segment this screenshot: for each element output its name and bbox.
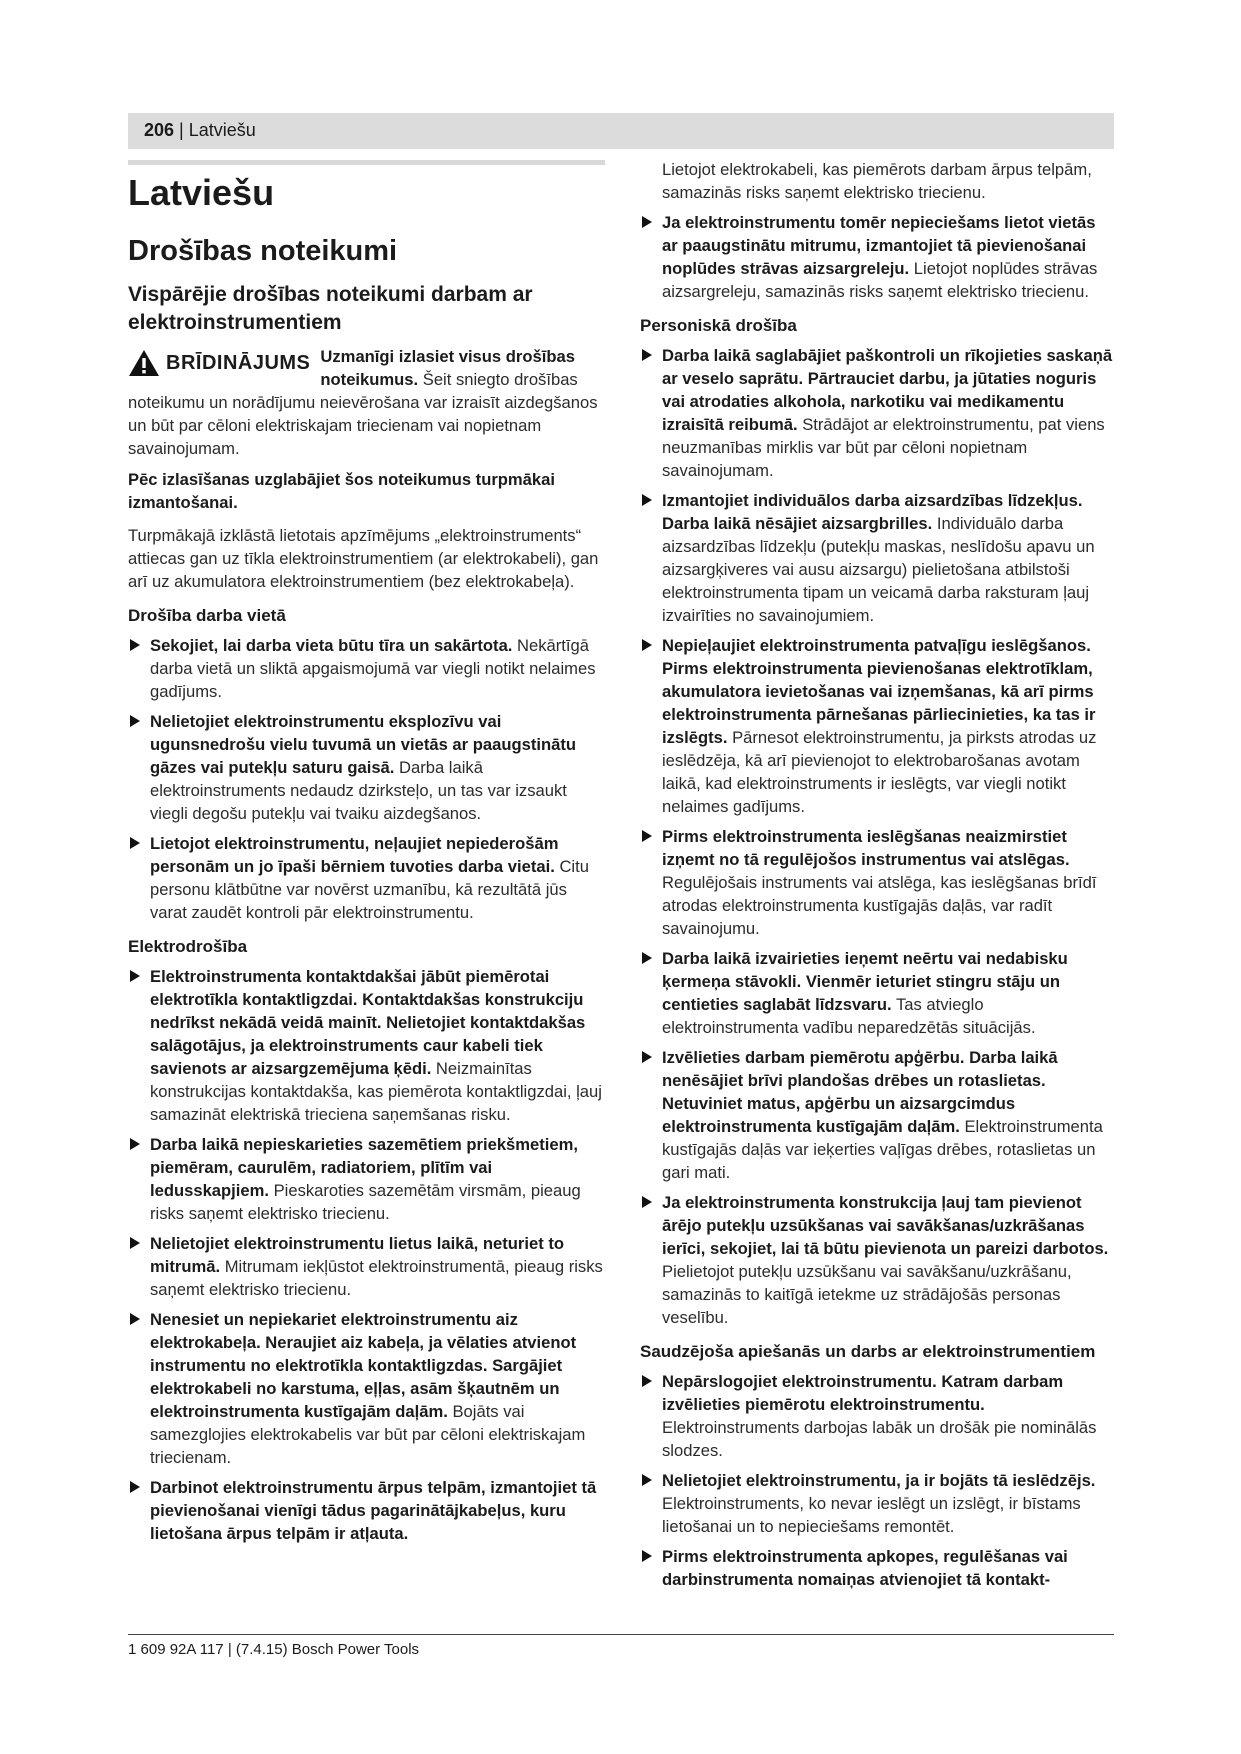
item-bold: Nelietojiet elektroinstrumentu eksplozīvu vai ugunsnedrošu vielu tuvumā un vietās ar paaugstinātu gāzes vai putekļu saturu gaisā. [150,712,576,777]
warning-badge [128,349,310,377]
bullet-arrow-icon [642,639,652,651]
list-item [640,1545,1113,1591]
right-column [640,158,1113,1598]
item-bold: Nelietojiet elektroinstrumentu, ja ir bojāts tā ieslēdzējs. [662,1471,1096,1490]
bullet-arrow-icon [642,1196,652,1208]
item-text: Darba laikā elektroinstruments nedaudz dzirksteļo, un tas var izsaukt viegli degošu putekļu vai tvaiku aizdegšanos. [150,758,567,823]
item-text: Elektroinstruments darbojas labāk un drošāk pie nominālās slodzes. [662,1418,1097,1460]
warning-triangle-icon [128,349,160,377]
bullet-arrow-icon [130,1237,140,1249]
item-text: Pielietojot putekļu uzsūkšanu vai savākšanu/uzkrāšanu, samazinās to kaitīgā ietekme uz strādājošās personas veselību. [662,1262,1072,1327]
item-text: Regulējošais instruments vai atslēga, kas ieslēgšanas brīdī atrodas elektroinstrumenta kustīgajās daļās, var radīt savainojumu. [662,873,1097,938]
personal-list [640,344,1113,1329]
keep-note: Pēc izlasīšanas uzglabājiet šos noteikumus turpmākai izmantošanai. [128,470,555,512]
item-bold: Nepieļaujiet elektroinstrumenta patvaļīgu ieslēgšanos. Pirms elektroinstrumenta pievienošanas elektrotīklam, akumulatora ievietošanas vai izņemšanas, kā arī pirms elektroinstrumenta pārnešanas pārliecinieties, ka tas ir izslēgts. [662,636,1096,747]
bullet-arrow-icon [642,494,652,506]
item-bold: Pirms elektroinstrumenta ieslēgšanas neaizmirstiet izņemt no tā regulējošos instrumentus vai atslēgas. [662,827,1070,869]
bullet-arrow-icon [642,1474,652,1486]
warning-label: BRĪDINĀJUMS [166,351,311,374]
item-text: Elektroinstruments, ko nevar ieslēgt un izslēgt, ir bīstams lietošanai un to nepieciešams remontēt. [662,1494,1081,1536]
page-header [128,113,1114,149]
list-item [640,211,1113,303]
item-text: Individuālo darba aizsardzības līdzekļu (putekļu maskas, neslīdošu apavu un aizsargķiveres vai ausu aizsargu) pielietošana atbilstoši elektroinstrumenta tipam un veicamā darba raksturam ļauj izvairīties no savainojumiem. [662,514,1095,625]
list-item [128,1133,605,1225]
use-heading: Saudzējoša apiešanās un darbs ar elektroinstrumentiem [640,1342,1096,1361]
continuation-text: Lietojot elektrokabeli, kas piemērots darbam ārpus telpām, samazinās risks saņemt elektrisko triecienu. [662,160,1092,202]
bullet-arrow-icon [642,1550,652,1562]
item-bold: Sekojiet, lai darba vieta būtu tīra un sakārtota. [150,636,513,655]
page-footer: 1 609 92A 117 | (7.4.15) Bosch Power Tools [128,1641,420,1658]
item-bold: Pirms elektroinstrumenta apkopes, regulēšanas vai darbinstrumenta nomaiņas atvienojiet tā kontakt- [662,1547,1068,1589]
list-item [128,710,605,825]
item-bold: Nelietojiet elektroinstrumentu lietus laikā, neturiet to mitrumā. [150,1234,565,1276]
item-bold: Darba laikā izvairieties ieņemt neērtu vai nedabisku ķermeņa stāvokli. Vienmēr ieturiet stingru stāju un centieties saglabāt līdzsvaru. [662,949,1068,1014]
bullet-arrow-icon [642,349,652,361]
item-bold: Nepārslogojiet elektroinstrumentu. Katram darbam izvēlieties piemērotu elektroinstrumentu. [662,1372,1064,1414]
personal-heading: Personiskā drošība [640,316,797,335]
list-item [640,489,1113,627]
list-item [640,1046,1113,1184]
work-area-list [128,634,605,924]
item-bold: Elektroinstrumenta kontaktdakšai jābūt piemērotai elektrotīkla kontaktligzdai. Kontaktdakšas konstrukciju nedrīkst nekādā veidā mainīt. Nelietojiet kontaktdakšas salāgotājus, ja elektroinstruments caur kabeli tiek savienots ar aizsargzemējuma ķēdi. [150,967,586,1078]
bullet-arrow-icon [642,1051,652,1063]
item-text: Strādājot ar elektroinstrumentu, pat viens neuzmanības mirklis var būt par cēloni nopietnam savainojumam. [662,415,1105,480]
bullet-arrow-icon [642,830,652,842]
header-section: Latviešu [188,120,256,140]
bullet-arrow-icon [130,639,140,651]
bullet-arrow-icon [642,1375,652,1387]
list-item [640,634,1113,818]
title-rule [128,160,605,165]
item-bold: Nenesiet un nepiekariet elektroinstrumentu aiz elektrokabeļa. Neraujiet aiz kabeļa, ja vēlaties atvienot instrumentu no elektrotīkla kontaktligzdas. Sargājiet elektrokabeli no karstuma, eļļas, asām šķautnēm un elektroinstrumenta kustīgajām daļām. [150,1310,577,1421]
header-text [144,120,256,141]
term-note: Turpmākajā izklāstā lietotais apzīmējums „elektroinstruments“ attiecas gan uz tīkla elektroinstrumentiem (ar elektrokabeli), gan arī uz akumulatora elektroinstrumentiem (bez elektrokabeļa). [128,526,599,591]
section-heading: Vispārējie drošības noteikumi darbam ar elektroinstrumentiem [128,283,533,334]
item-bold: Darba laikā nepieskarieties sazemētiem priekšmetiem, piemēram, caurulēm, radiatoriem, plītīm vai ledusskapjiem. [150,1135,578,1200]
bullet-arrow-icon [130,970,140,982]
chapter-title: Drošības noteikumi [128,235,398,267]
list-item [640,1191,1113,1329]
list-item [128,965,605,1126]
warning-body: Šeit sniegto drošības noteikumu un norādījumu neievērošana var izraisīt aizdegšanos un būt par cēloni elektriskajam triecienam vai nopietnam savainojumam. [128,370,598,458]
item-text: Pieskaroties sazemētām virsmām, pieaug risks saņemt elektrisko triecienu. [150,1181,581,1223]
list-item [640,947,1113,1039]
left-column [128,160,605,1552]
list-item [128,832,605,924]
item-text: Mitrumam iekļūstot elektroinstrumentā, pieaug risks saņemt elektrisko triecienu. [150,1257,603,1299]
item-text: Tas atvieglo elektroinstrumenta vadību neparedzētās situācijās. [662,995,1036,1037]
work-area-heading: Drošība darba vietā [128,606,286,625]
item-bold: Lietojot elektroinstrumentu, neļaujiet nepiederošām personām un jo īpaši bērniem tuvoties darba vietai. [150,834,559,876]
item-bold: Izmantojiet individuālos darba aizsardzības līdzekļus. Darba laikā nēsājiet aizsargbrilles. [662,491,1083,533]
bullet-arrow-icon [130,1138,140,1150]
warning-block [128,345,605,460]
page-title: Latviešu [128,172,275,213]
bullet-arrow-icon [130,837,140,849]
list-item [128,634,605,703]
list-item [128,1232,605,1301]
list-item [640,1370,1113,1462]
bullet-arrow-icon [642,952,652,964]
list-item [640,344,1113,482]
bullet-arrow-icon [130,1481,140,1493]
header-separator: | [174,120,189,140]
electrical-heading: Elektrodrošība [128,937,248,956]
item-text: Neizmainītas konstrukcijas kontaktdakša, kas piemērota kontaktligzdai, ļauj samazināt elektriskā trieciena saņemšanas risku. [150,1059,602,1124]
list-item [640,825,1113,940]
item-bold: Ja elektroinstrumentu tomēr nepieciešams lietot vietās ar paaugstinātu mitrumu, izmantojiet tā pievienošanai noplūdes strāvas aizsargreleju. [662,213,1096,278]
list-item [128,1476,605,1545]
item-bold: Ja elektroinstrumenta konstrukcija ļauj tam pievienot ārējo putekļu uzsūkšanas vai savākšanas/uzkrāšanas ierīci, sekojiet, lai tā būtu pievienota un pareizi darbotos. [662,1193,1109,1258]
footer-rule [128,1634,1114,1635]
item-bold: Darba laikā saglabājiet paškontroli un rīkojieties saskaņā ar veselo saprātu. Pārtrauciet darbu, ja jūtaties noguris vai atrodaties alkohola, narkotiku vai medikamentu izraisītā reibumā. [662,346,1113,434]
use-list [640,1370,1113,1591]
list-item [640,1469,1113,1538]
warning-bold: Uzmanīgi izlasiet visus drošības noteikumus. [320,347,575,389]
item-text: Citu personu klātbūtne var novērst uzmanību, kā rezultātā jūs varat zaudēt kontroli pār elektroinstrumentu. [150,857,589,922]
item-text: Pārnesot elektroinstrumentu, ja pirksts atrodas uz ieslēdzēja, kā arī pievienojot to elektrobarošanas avotam laikā, kad elektroinstruments ir ieslēgts, var viegli notikt nelaimes gadījums. [662,728,1097,816]
item-text: Bojāts vai samezglojies elektrokabelis var būt par cēloni elektriskajam triecienam. [150,1402,586,1467]
bullet-arrow-icon [642,216,652,228]
page-number: 206 [144,120,175,140]
item-text: Elektroinstrumenta kustīgajās daļās var ieķerties vaļīgas drēbes, rotaslietas un gari mati. [662,1117,1103,1182]
item-bold: Izvēlieties darbam piemērotu apģērbu. Darba laikā nenēsājiet brīvi plandošas drēbes un rotaslietas. Netuviniet matus, apģērbu un aizsargcimdus elektroinstrumenta kustīgajām daļām. [662,1048,1058,1136]
item-bold: Darbinot elektroinstrumentu ārpus telpām, izmantojiet tā pievienošanai vienīgi tādus pagarinātājkabeļus, kuru lietošana ārpus telpām ir atļauta. [150,1478,597,1543]
list-item [128,1308,605,1469]
bullet-arrow-icon [130,1313,140,1325]
bullet-arrow-icon [130,715,140,727]
electrical-list [128,965,605,1545]
item-text: Nekārtīgā darba vietā un sliktā apgaismojumā var viegli notikt nelaimes gadījums. [150,636,596,701]
item-text: Lietojot noplūdes strāvas aizsargreleju, samazinās risks saņemt elektrisko triecienu. [662,259,1098,301]
